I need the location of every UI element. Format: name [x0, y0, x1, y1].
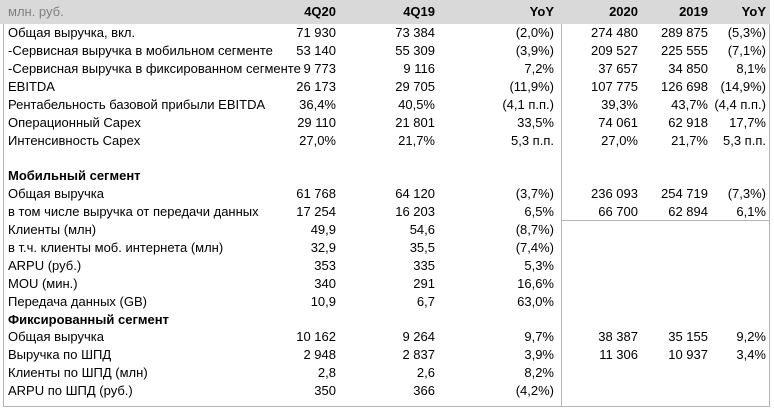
value-4q19: 21,7%	[398, 133, 435, 148]
value-yoy-quarter: (3,7%)	[515, 186, 554, 201]
value-2020: 66 700	[598, 204, 638, 219]
value-4q19: 291	[413, 276, 435, 291]
value-yoy-year: 9,2%	[736, 329, 766, 344]
header-4q19: 4Q19	[403, 4, 435, 19]
value-yoy-quarter: (4,1 п.п.)	[502, 97, 554, 112]
section-heading-mobile	[0, 167, 774, 185]
row-label: Передача данных (GB)	[8, 294, 147, 309]
row-label: ARPU (руб.)	[8, 258, 82, 273]
value-4q19: 73 384	[395, 25, 435, 40]
value-4q20: 340	[314, 276, 336, 291]
value-4q19: 9 264	[402, 329, 435, 344]
row-label: Общая выручка	[8, 329, 104, 344]
value-yoy-quarter: 9,7%	[524, 329, 554, 344]
table-row	[0, 382, 774, 400]
row-label: в том числе выручка от передачи данных	[8, 204, 259, 219]
section-title: Мобильный сегмент	[8, 168, 141, 183]
value-2019: 289 875	[661, 25, 708, 40]
table-row	[0, 346, 774, 364]
table-row	[0, 239, 774, 257]
value-yoy-quarter: 63,0%	[517, 294, 554, 309]
value-yoy-quarter: 16,6%	[517, 276, 554, 291]
value-4q20: 29 110	[297, 115, 336, 130]
row-label: Клиенты (млн)	[8, 222, 97, 237]
value-4q20: 26 173	[296, 79, 336, 94]
value-4q19: 64 120	[395, 186, 435, 201]
row-label: MOU (мин.)	[8, 276, 78, 291]
value-2019: 126 698	[661, 79, 708, 94]
value-yoy-quarter: (11,9%)	[509, 79, 554, 94]
value-4q20: 353	[314, 258, 336, 273]
value-yoy-year: 6,1%	[736, 204, 766, 219]
row-label: Выручка по ШПД	[8, 347, 112, 362]
table-row	[0, 257, 774, 275]
value-2019: 21,7%	[671, 133, 708, 148]
row-label: Рентабельность базовой прибыли EBITDA	[8, 97, 266, 112]
value-2020: 74 061	[598, 115, 638, 130]
bottom-border	[3, 406, 770, 407]
value-yoy-quarter: 6,5%	[524, 204, 554, 219]
value-yoy-year: (5,3%)	[727, 25, 766, 40]
value-yoy-year: 17,7%	[729, 115, 766, 130]
value-yoy-year: (7,1%)	[727, 43, 766, 58]
value-4q20: 9 773	[303, 61, 336, 76]
header-4q20: 4Q20	[304, 4, 336, 19]
table-row	[0, 185, 774, 203]
value-4q20: 2,8	[317, 365, 336, 380]
value-4q19: 40,5%	[398, 97, 435, 112]
value-4q20: 10 162	[296, 329, 336, 344]
row-label: -Сервисная выручка в мобильном сегменте	[8, 43, 273, 58]
value-2020: 236 093	[591, 186, 638, 201]
value-yoy-year: (4,4 п.п.)	[714, 97, 766, 112]
value-yoy-quarter: (4,2%)	[515, 383, 554, 398]
header-2019: 2019	[679, 4, 708, 19]
table-row	[0, 364, 774, 382]
section-title: Фиксированный сегмент	[8, 312, 169, 327]
value-yoy-quarter: 8,2%	[524, 365, 554, 380]
value-yoy-quarter: 33,5%	[517, 115, 554, 130]
table-row	[0, 114, 774, 132]
row-label: Операционный Capex	[8, 115, 141, 130]
row-label: в т.ч. клиенты моб. интернета (млн)	[8, 240, 224, 255]
section-heading-fixed	[0, 311, 774, 329]
value-4q19: 2 837	[402, 347, 435, 362]
value-2019: 43,7%	[671, 97, 708, 112]
value-2019: 62 894	[668, 204, 708, 219]
value-4q20: 17 254	[296, 204, 336, 219]
table-row	[0, 275, 774, 293]
value-2019: 34 850	[668, 61, 708, 76]
value-yoy-year: 8,1%	[736, 61, 766, 76]
value-2020: 209 527	[591, 43, 638, 58]
value-yoy-year: (14,9%)	[720, 79, 766, 94]
header-yoy-quarter: YoY	[529, 4, 554, 19]
value-2020: 38 387	[598, 329, 638, 344]
value-4q19: 35,5	[409, 240, 435, 255]
value-yoy-year: 3,4%	[736, 347, 766, 362]
value-2020: 37 657	[598, 61, 638, 76]
row-label: Клиенты по ШПД (млн)	[8, 365, 148, 380]
value-yoy-year: (7,3%)	[727, 186, 766, 201]
value-yoy-quarter: 5,3 п.п.	[511, 133, 554, 148]
value-4q19: 366	[413, 383, 435, 398]
table-row	[0, 42, 774, 60]
table-row	[0, 24, 774, 42]
row-label: -Сервисная выручка в фиксированном сегменте	[8, 61, 301, 76]
value-4q20: 27,0%	[299, 133, 336, 148]
table-row	[0, 132, 774, 150]
table-row	[0, 293, 774, 311]
value-4q19: 54,6	[409, 222, 435, 237]
value-yoy-quarter: (8,7%)	[515, 222, 554, 237]
left-border	[3, 24, 4, 407]
value-4q19: 2,6	[416, 365, 435, 380]
value-4q20: 71 930	[296, 25, 336, 40]
value-2020: 27,0%	[601, 133, 638, 148]
value-yoy-quarter: 3,9%	[524, 347, 554, 362]
row-label: Общая выручка	[8, 186, 104, 201]
value-4q20: 36,4%	[299, 97, 336, 112]
value-2020: 107 775	[591, 79, 638, 94]
value-2019: 254 719	[661, 186, 708, 201]
table-row	[0, 221, 774, 239]
value-yoy-quarter: (3,9%)	[515, 43, 554, 58]
value-4q19: 6,7	[416, 294, 435, 309]
table-row	[0, 96, 774, 114]
value-4q19: 9 116	[403, 61, 435, 76]
unit-label: млн. руб.	[8, 4, 64, 19]
value-yoy-quarter: 5,3%	[524, 258, 554, 273]
annual-block-bottom-line	[561, 220, 770, 221]
value-4q19: 29 705	[395, 79, 435, 94]
value-4q20: 2 948	[303, 347, 336, 362]
value-2019: 62 918	[668, 115, 708, 130]
table-row	[0, 203, 774, 221]
table-row	[0, 60, 774, 78]
value-yoy-year: 5,3 п.п.	[723, 133, 766, 148]
row-label: Общая выручка, вкл.	[8, 25, 136, 40]
value-4q20: 53 140	[296, 43, 336, 58]
value-4q20: 10,9	[310, 294, 336, 309]
value-4q20: 49,9	[310, 222, 336, 237]
value-2020: 11 306	[599, 347, 638, 362]
value-2020: 39,3%	[601, 97, 638, 112]
table-row	[0, 328, 774, 346]
value-4q19: 55 309	[395, 43, 435, 58]
table-row	[0, 78, 774, 96]
right-border	[769, 24, 770, 407]
value-4q20: 32,9	[310, 240, 336, 255]
header-row	[0, 3, 774, 21]
value-yoy-quarter: 7,2%	[524, 61, 554, 76]
header-2020: 2020	[609, 4, 638, 19]
value-2019: 10 937	[668, 347, 708, 362]
value-4q19: 335	[413, 258, 435, 273]
header-yoy-year: YoY	[741, 4, 766, 19]
column-divider	[561, 24, 562, 407]
value-4q19: 21 801	[395, 115, 435, 130]
value-4q20: 61 768	[296, 186, 336, 201]
value-2019: 225 555	[661, 43, 708, 58]
row-label: ARPU по ШПД (руб.)	[8, 383, 133, 398]
value-yoy-quarter: (2,0%)	[515, 25, 554, 40]
value-4q19: 16 203	[395, 204, 435, 219]
value-yoy-quarter: (7,4%)	[515, 240, 554, 255]
row-label: EBITDA	[8, 79, 55, 94]
value-4q20: 350	[314, 383, 336, 398]
row-label: Интенсивность Capex	[8, 133, 141, 148]
value-2020: 274 480	[591, 25, 638, 40]
value-2019: 35 155	[668, 329, 708, 344]
